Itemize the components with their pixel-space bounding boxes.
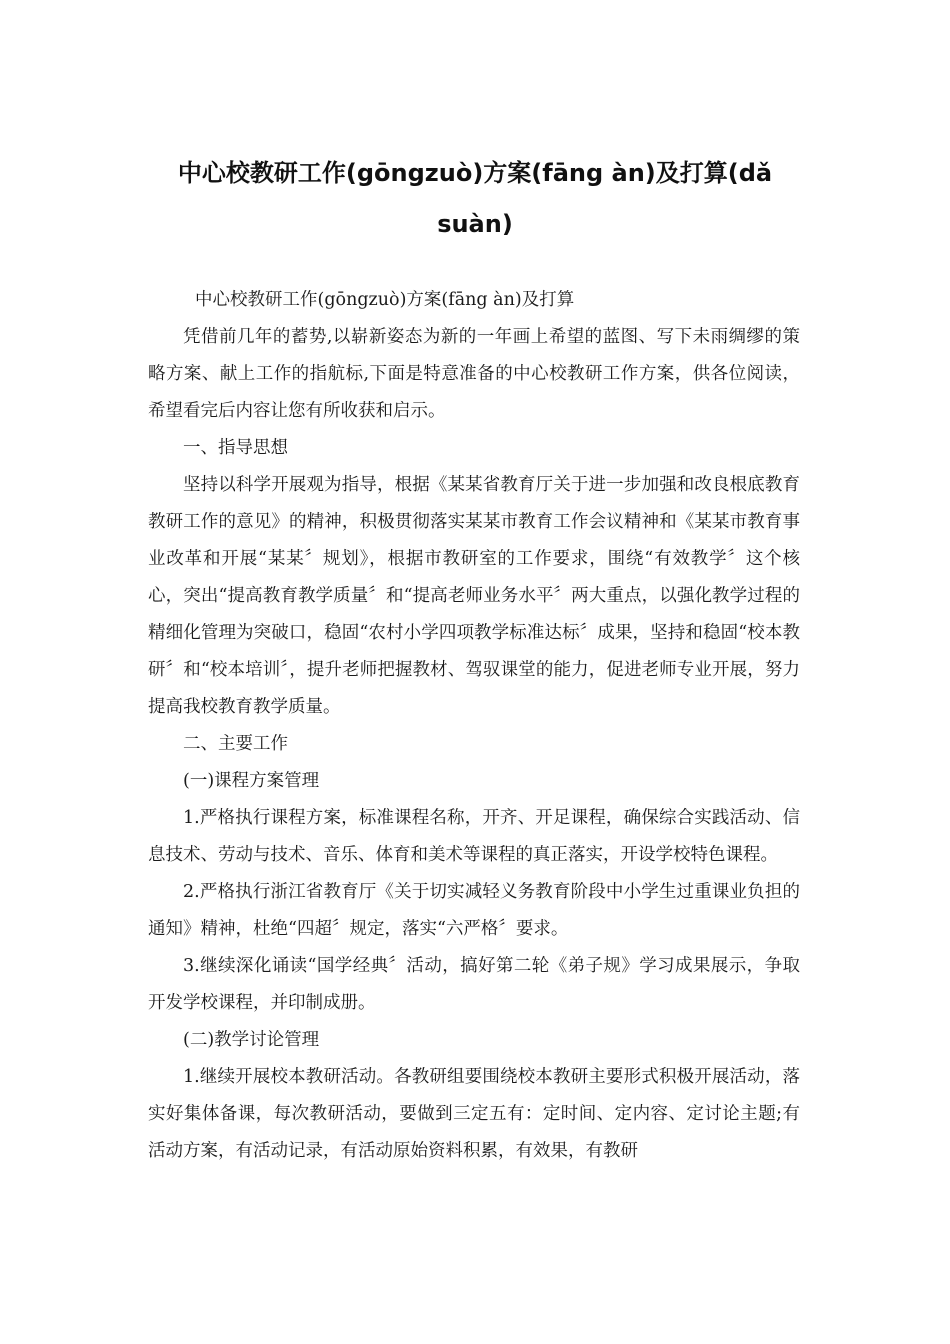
curriculum-item-1: 1.严格执行课程方案，标准课程名称，开齐、开足课程，确保综合实践活动、信息技术、劳动与技术、音乐、体育和美术等课程的真正落实，开设学校特色课程。 [148,808,800,865]
subsection-heading-curriculum: (一)课程方案管理 [183,771,320,791]
subtitle-paragraph: 中心校教研工作(gōngzuò)方案(fāng àn)及打算 [195,290,575,310]
curriculum-item-3: 3.继续深化诵读“国学经典〞活动，搞好第二轮《弟子规》学习成果展示，争取开发学校课程，并印制成册。 [148,956,800,1013]
document-title: 中心校教研工作(gōngzuò)方案(fāng àn)及打算(dǎ suàn) [177,159,773,238]
intro-paragraph: 凭借前几年的蓄势,以崭新姿态为新的一年画上希望的蓝图、写下未雨绸缪的策略方案、献上工作的指航标,下面是特意准备的中心校教研工作方案，供各位阅读，希望看完后内容让您有所收获和启示。 [148,327,800,421]
document-body [148,282,800,1170]
curriculum-item-2: 2.严格执行浙江省教育厅《关于切实减轻义务教育阶段中小学生过重课业负担的通知》精神，杜绝“四超〞规定，落实“六严格〞要求。 [148,882,800,939]
guiding-ideology-paragraph: 坚持以科学开展观为指导，根据《某某省教育厅关于进一步加强和改良根底教育教研工作的意见》的精神，积极贯彻落实某某市教育工作会议精神和《某某市教育事业改革和开展“某某〞规划》，根据市教研室的工作要求，围绕“有效教学〞这个核心，突出“提高教育教学质量〞和“提高老师业务水平〞两大重点，以强化教学过程的精细化管理为突破口，稳固“农村小学四项教学标准达标〞成果，坚持和稳固“校本教研〞和“校本培训〞，提升老师把握教材、驾驭课堂的能力，促进老师专业开展，努力提高我校教育教学质量。 [148,475,800,717]
section-heading-main-work: 二、主要工作 [183,734,288,754]
section-heading-guiding-ideology: 一、指导思想 [183,438,288,458]
teaching-research-item-1: 1.继续开展校本教研活动。各教研组要围绕校本教研主要形式积极开展活动，落实好集体备课，每次教研活动，要做到三定五有：定时间、定内容、定讨论主题;有活动方案，有活动记录，有活动原始资料积累，有效果，有教研 [148,1067,800,1161]
subsection-heading-teaching-research: (二)教学讨论管理 [183,1030,320,1050]
